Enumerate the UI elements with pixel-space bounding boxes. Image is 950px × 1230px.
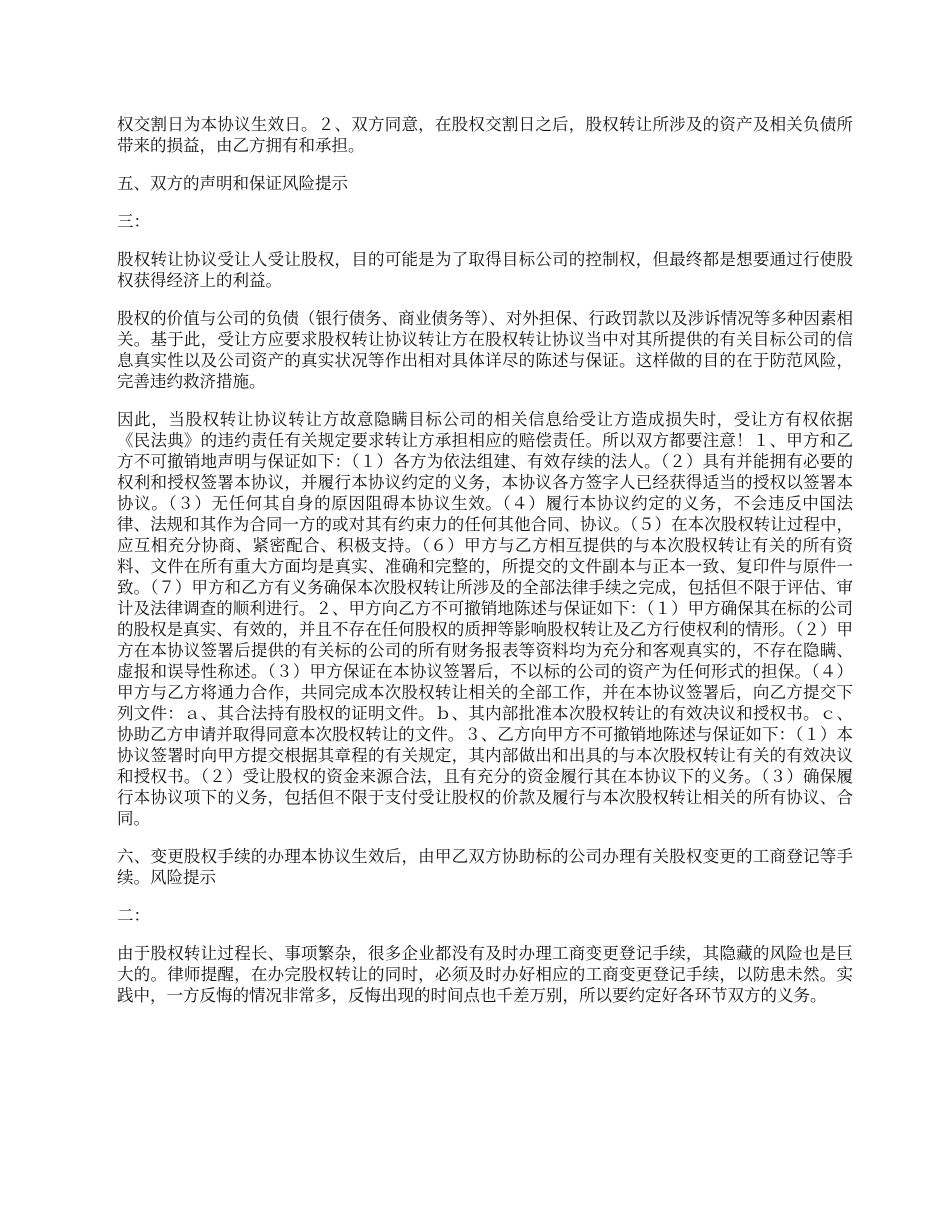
paragraph-representations: 因此，当股权转让协议转让方故意隐瞒目标公司的相关信息给受让方造成损失时，受让方有权依据《民法典》的违约责任有关规定要求转让方承担相应的赔偿责任。所以双方都要注意！１、甲方和乙方不可撤销地声明与保证如下：（１）各方为依法组建、有效存续的法人。（２）具有并能拥有必要的权利和授权签署本协议，并履行本协议约定的义务，本协议各方签字人已经获得适当的授权以签署本协议。（３）无任何其自身的原因阻碍本协议生效。（４）履行本协议约定的义务，不会违反中国法律、法规和其作为合同一方的或对其有约束力的任何其他合同、协议。（５）在本次股权转让过程中，应互相充分协商、紧密配合、积极支持。（６）甲方与乙方相互提供的与本次股权转让有关的所有资料、文件在所有重大方面均是真实、准确和完整的，所提交的文件副本与正本一致、复印件与原件一致。（７）甲方和乙方有义务确保本次股权转让所涉及的全部法律手续之完成，包括但不限于评估、审计及法律调查的顺利进行。２、甲方向乙方不可撤销地陈述与保证如下：（１）甲方确保其在标的公司的股权是真实、有效的，并且不存在任何股权的质押等影响股权转让及乙方行使权利的情形。（２）甲方在本协议签署后提供的有关标的公司的所有财务报表等资料均为充分和客观真实的，不存在隐瞒、虚报和误导性称述。（３）甲方保证在本协议签署后，不以标的公司的资产为任何形式的担保。（４）甲方与乙方将通力合作，共同完成本次股权转让相关的全部工作，并在本协议签署后，向乙方提交下列文件：ａ、其合法持有股权的证明文件。ｂ、其内部批准本次股权转让的有效决议和授权书。ｃ、协助乙方申请并取得同意本次股权转让的文件。３、乙方向甲方不可撤销地陈述与保证如下：（１）本协议签署时向甲方提交根据其章程的有关规定，其内部做出和出具的与本次股权转让有关的有效决议和授权书。（２）受让股权的资金来源合法，且有充分的资金履行其在本协议下的义务。（３）确保履行本协议项下的义务，包括但不限于支付受让股权的价款及履行与本次股权转让相关的所有协议、合同。	[117, 410, 853, 828]
risk-tip-label-two: 二：	[117, 906, 150, 925]
section-heading-five: 五、双方的声明和保证风险提示	[117, 174, 348, 193]
paragraph-equity-delivery: 权交割日为本协议生效日。２、双方同意，在股权交割日之后，股权转让所涉及的资产及相关负债所带来的损益，由乙方拥有和承担。	[117, 115, 853, 155]
paragraph-equity-value: 股权的价值与公司的负债（银行债务、商业债务等）、对外担保、行政罚款以及涉诉情况等多种因素相关。基于此，受让方应要求股权转让协议转让方在股权转让协议当中对其所提供的有关目标公司的信息真实性以及公司资产的真实状况等作出相对具体详尽的陈述与保证。这样做的目的在于防范风险，完善违约救济措施。	[117, 309, 853, 391]
paragraph-transferee-purpose: 股权转让协议受让人受让股权，目的可能是为了取得目标公司的控制权，但最终都是想要通过行使股权获得经济上的利益。	[117, 250, 853, 290]
document-body	[117, 114, 853, 1023]
paragraph-registration-risk: 由于股权转让过程长、事项繁杂，很多企业都没有及时办理工商变更登记手续，其隐藏的风险也是巨大的。律师提醒，在办完股权转让的同时，必须及时办好相应的工商变更登记手续，以防患未然。实践中，一方反悔的情况非常多，反悔出现的时间点也千差万别，所以要约定好各环节双方的义务。	[117, 944, 853, 1005]
risk-tip-label-three: 三：	[117, 212, 150, 231]
section-heading-six: 六、变更股权手续的办理本协议生效后，由甲乙双方协助标的公司办理有关股权变更的工商登记等手续。风险提示	[117, 847, 853, 887]
